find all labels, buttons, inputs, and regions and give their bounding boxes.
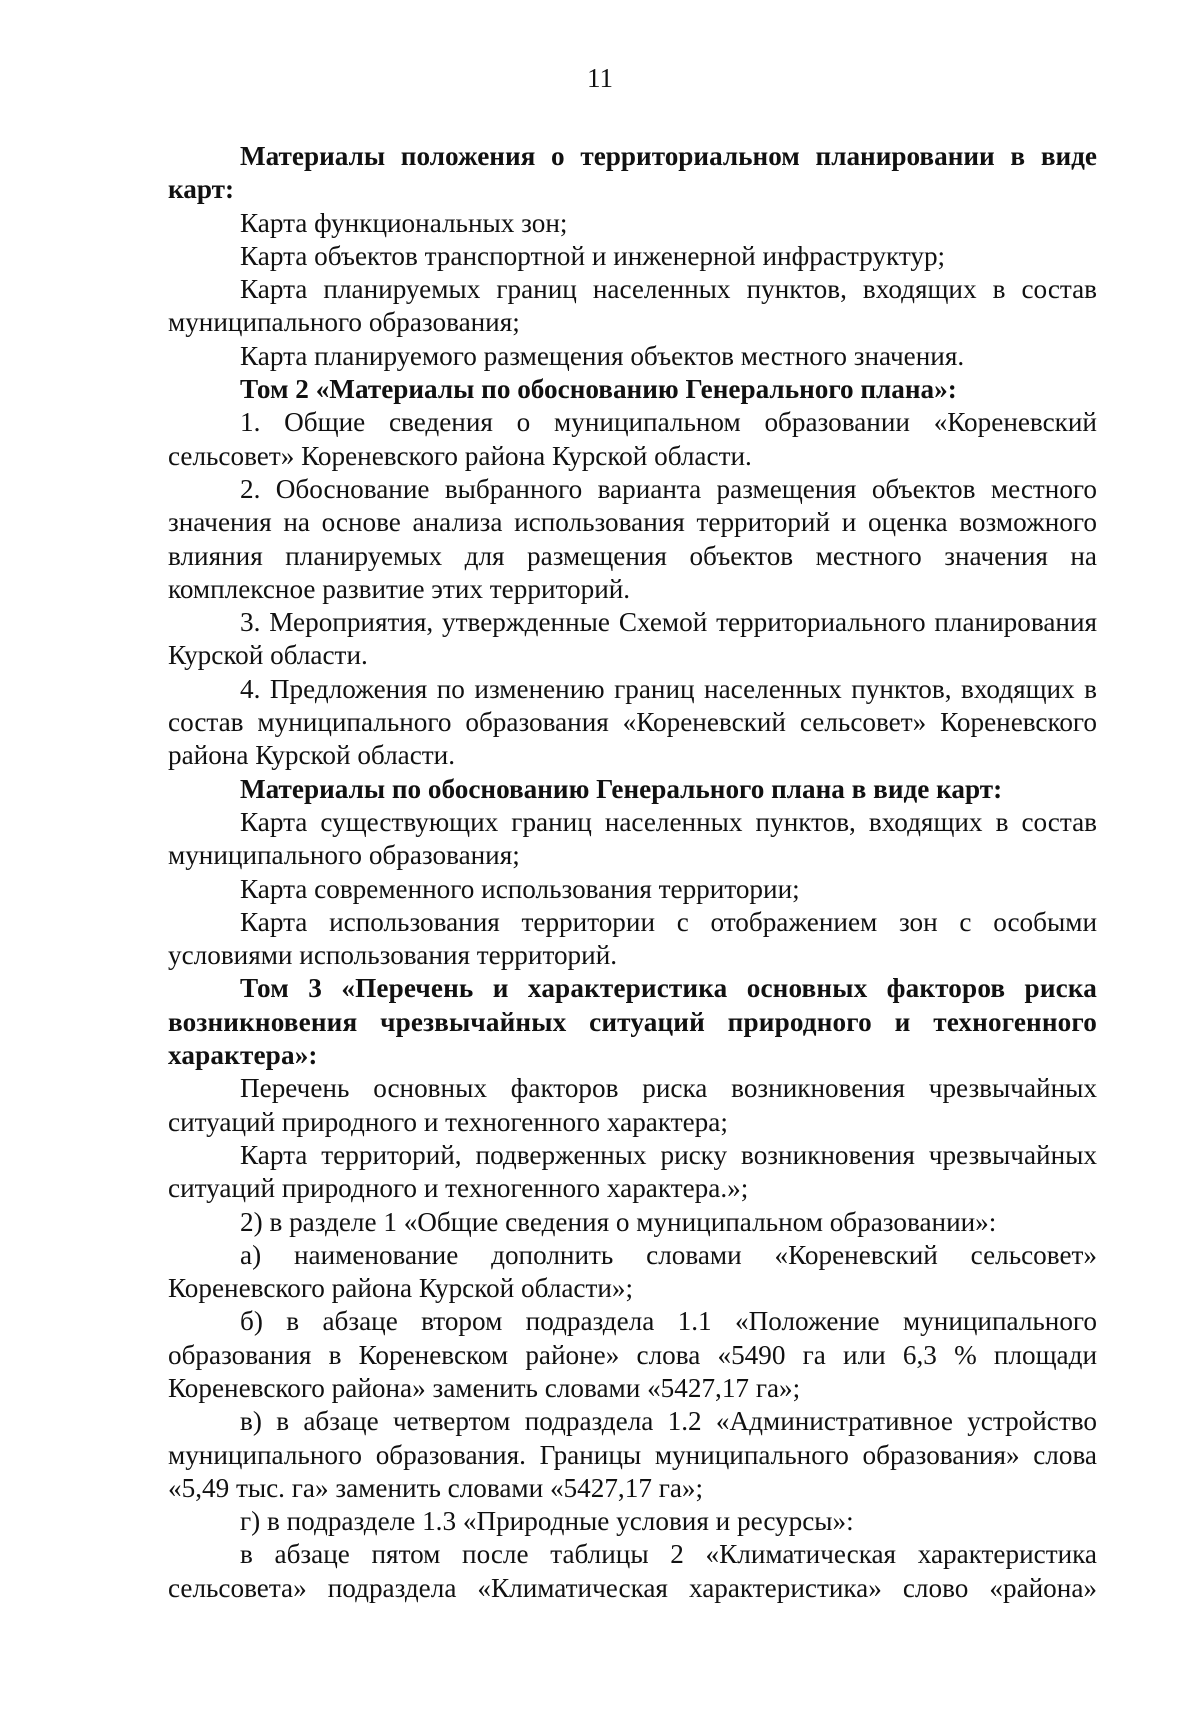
heading-justification-maps: Материалы по обоснованию Генерального плана в виде карт:	[240, 773, 1003, 804]
paragraph: в абзаце пятом после таблицы 2 «Климатическая характеристика сельсовета» подраздела «Климатическая характеристика» слово «района»	[168, 1539, 1097, 1603]
paragraph: 2. Обоснование выбранного варианта размещения объектов местного значения на основе анализа использования территорий и оценка возможного влияния планируемых для размещения объектов местного значения на комплексное развитие этих территорий.	[168, 473, 1097, 604]
paragraph: Карта использования территории с отображением зон с особыми условиями использования территорий.	[168, 906, 1097, 971]
heading-maps-territorial-planning: Материалы положения о территориальном планировании в виде карт:	[168, 141, 1097, 205]
paragraph: Карта планируемого размещения объектов местного значения.	[240, 340, 965, 371]
paragraph: 1. Общие сведения о муниципальном образовании «Кореневский сельсовет» Кореневского района Курской области.	[168, 407, 1097, 471]
paragraph: Карта современного использования территории;	[240, 873, 800, 904]
page-number: 11	[587, 63, 613, 93]
paragraph: Карта планируемых границ населенных пунктов, входящих в состав муниципального образования;	[168, 274, 1097, 338]
paragraph: Карта территорий, подверженных риску возникновения чрезвычайных ситуаций природного и техногенного характера.»;	[168, 1139, 1097, 1204]
paragraph: Карта объектов транспортной и инженерной инфраструктур;	[240, 240, 946, 271]
paragraph: Перечень основных факторов риска возникновения чрезвычайных ситуаций природного и техногенного характера;	[168, 1073, 1097, 1137]
paragraph: 2) в разделе 1 «Общие сведения о муниципальном образовании»:	[240, 1206, 997, 1237]
paragraph: Карта существующих границ населенных пунктов, входящих в состав муниципального образования;	[168, 806, 1097, 871]
paragraph: а) наименование дополнить словами «Кореневский сельсовет» Кореневского района Курской области»;	[168, 1239, 1097, 1304]
paragraph: б) в абзаце втором подраздела 1.1 «Положение муниципального образования в Кореневском районе» слова «5490 га или 6,3 % площади Кореневского района» заменить словами «5427,17 га»;	[168, 1306, 1097, 1403]
document-body	[168, 140, 1097, 1605]
paragraph: 3. Мероприятия, утвержденные Схемой территориального планирования Курской области.	[168, 607, 1097, 671]
paragraph: г) в подразделе 1.3 «Природные условия и ресурсы»:	[240, 1506, 854, 1537]
paragraph: в) в абзаце четвертом подраздела 1.2 «Административное устройство муниципального образования. Границы муниципального образования» слова «5,49 тыс. га» заменить словами «5427,17 га»;	[168, 1406, 1097, 1503]
heading-volume-2: Том 2 «Материалы по обоснованию Генерального плана»:	[240, 374, 957, 405]
paragraph: 4. Предложения по изменению границ населенных пунктов, входящих в состав муниципального образования «Кореневский сельсовет» Кореневского района Курской области.	[168, 673, 1097, 771]
paragraph: Карта функциональных зон;	[240, 207, 568, 238]
heading-volume-3: Том 3 «Перечень и характеристика основных факторов риска возникновения чрезвычайных ситуаций природного и техногенного характера»:	[168, 973, 1097, 1071]
